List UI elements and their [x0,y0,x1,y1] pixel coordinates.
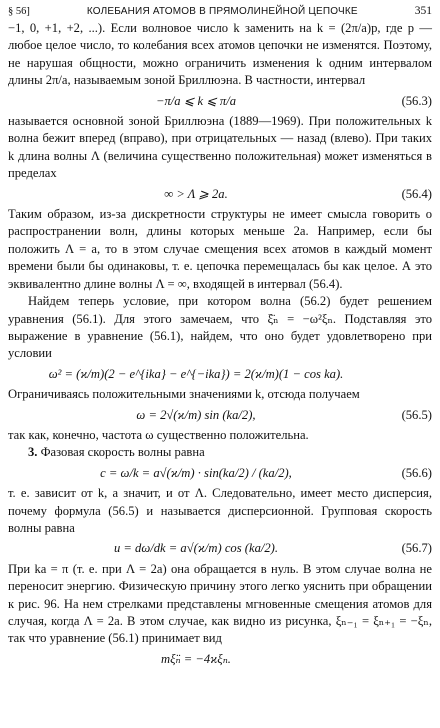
paragraph-2: называется основной зоной Бриллюэна (1889—1969). При положительных k волна бежит вперед (вправо), при отрицательных — назад (влево). При таких k длина волны Λ (величина существенно положительная) может изменяться в пределах [8,114,432,181]
equation-formula: ∞ > Λ ⩾ 2a. [164,186,228,201]
equation-56-4 [8,183,432,206]
running-header [8,2,432,20]
page-number: 351 [414,5,432,17]
item-text: Фазовая скорость волны равна [40,445,205,460]
equation-formula: ω² = (ϰ/m)(2 − e^{ika} − e^{−ika}) = 2(ϰ/m)(1 − cos ka). [48,366,344,381]
item-number: 3. [28,445,38,460]
equation-final [8,648,432,671]
equation-number: (56.7) [401,541,432,556]
paragraph-4: Найдем теперь условие, при котором волна (56.2) будет решением уравнения (56.1). Для этого замечаем, что ξ̈ₙ = −ω²ξₙ. Подставляя это выражение в уравнение (56.1), найдем, что оно будет удовлетворено при условии [8,294,432,361]
equation-number: (56.4) [401,186,432,201]
equation-56-7 [8,537,432,560]
equation-formula: u = dω/dk = a√(ϰ/m) cos (ka/2). [113,541,279,556]
equation-formula: mξ̈ₙ = −4ϰξₙ. [161,651,231,666]
equation-formula: −π/a ⩽ k ⩽ π/a [156,93,236,108]
equation-omega-squared [8,363,432,386]
paragraph-9: При ka = π (т. е. при Λ = 2a) она обращается в нуль. В этом случае волна не переносит энергию. Физическую причину этого легко уяснить при обращении к рис. 96. На нем стрелками представлены мгновенные смещения атомов для случая, когда Λ = 2a. В этом случае, как видно из рисунка, ξₙ₋₁ = ξₙ₊₁ = −ξₙ, так что уравнение (56.1) принимает вид [8,561,432,646]
paragraph-3: Таким образом, из-за дискретности структуры не имеет смысла говорить о распространении волн, длины которых меньше 2a. Например, если бы положить Λ = a, то в этом случае смещения всех атомов в каждый момент времени были бы одинаковы, т. е. цепочка перемещалась бы как целое. А это эквивалентно длине волны Λ = ∞, входящей в интервал (56.4). [8,207,432,291]
equation-formula: ω = 2√(ϰ/m) sin (ka/2), [136,407,256,422]
paragraph-5: Ограничиваясь положительными значениями k, отсюда получаем [8,387,360,402]
equation-number: (56.3) [401,93,432,108]
equation-56-3 [8,90,432,113]
paragraph-7 [8,444,432,461]
equation-56-6 [8,462,432,485]
equation-number: (56.6) [401,465,432,480]
section-marker: § 56] [8,6,30,17]
paragraph-1: −1, 0, +1, +2, ...). Если волновое число k заменить на k = (2π/a)p, где p — любое целое число, то колебания всех атомов цепочки не изменятся. Поэтому, не нарушая общности, можно ограничить изменения k одним интервалом длины 2π/a, называемым зоной Бриллюэна. В частности, интервал [8,21,432,88]
equation-number: (56.5) [401,407,432,422]
equation-56-5 [8,404,432,427]
equation-formula: c = ω/k = a√(ϰ/m) · sin(ka/2) / (ka/2), [100,465,292,480]
page-body [8,20,432,671]
paragraph-6: так как, конечно, частота ω существенно положительна. [8,427,309,442]
chapter-title: КОЛЕБАНИЯ АТОМОВ В ПРЯМОЛИНЕЙНОЙ ЦЕПОЧКЕ [86,6,358,17]
paragraph-8: т. е. зависит от k, а значит, и от Λ. Следовательно, имеет место дисперсия, почему формула (56.5) и называется дисперсионной. Групповая скорость волны равна [8,486,432,535]
